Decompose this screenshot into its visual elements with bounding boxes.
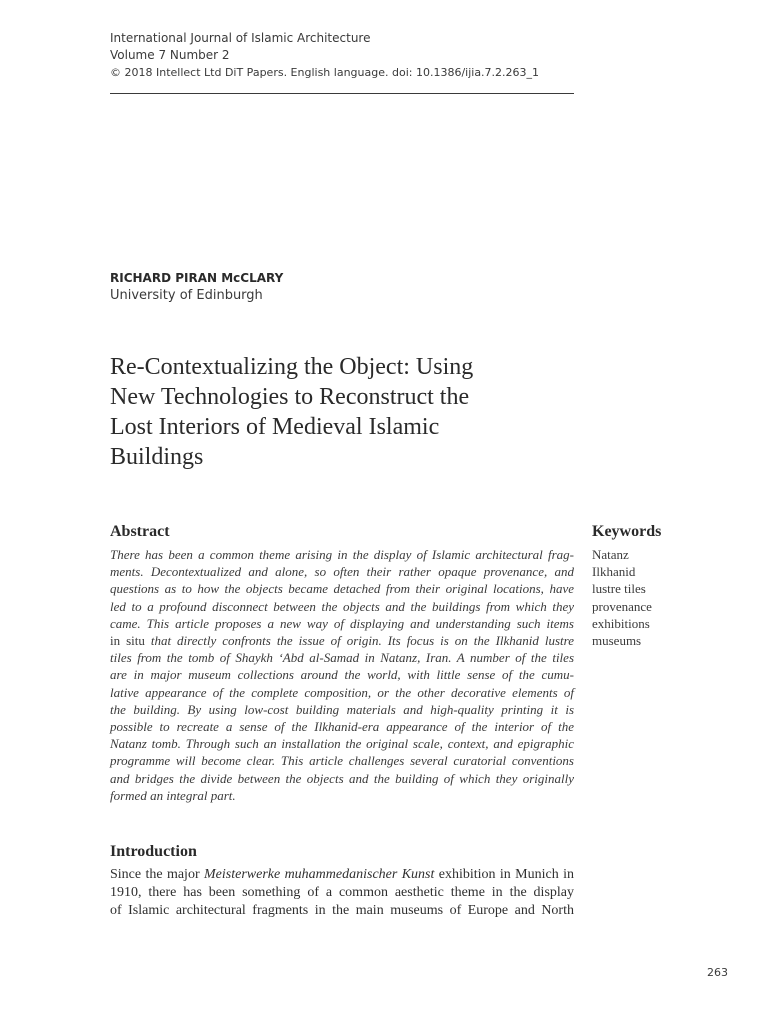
title-line: Lost Interiors of Medieval Islamic <box>110 414 440 440</box>
header-rule <box>110 93 574 94</box>
intro-line: of Islamic architectural fragments in the main museums of Europe and North <box>110 903 574 918</box>
author-name: RICHARD PIRAN McCLARY <box>110 271 284 285</box>
copyright-doi: © 2018 Intellect Ltd DiT Papers. English language. doi: 10.1386/ijia.7.2.263_1 <box>110 66 540 79</box>
abstract-text <box>110 546 574 804</box>
intro-text: exhibition in Munich in <box>434 867 574 882</box>
abstract-line <box>110 632 574 649</box>
abstract-line: the building. By using low-cost building materials and high-quality printing it is <box>110 701 574 717</box>
journal-header <box>110 30 574 81</box>
keyword-item: Natanz <box>592 547 629 562</box>
article-title <box>110 352 580 472</box>
keyword-item: exhibitions <box>592 615 650 631</box>
abstract-line: programme will become clear. This article challenges several curatorial conventions <box>110 753 574 769</box>
abstract-line: are in major museum collections around the world, with little sense of the cumu- <box>110 667 574 683</box>
abstract-line: and bridges the divide between the objects and the building of which they originally <box>110 770 574 786</box>
abstract-line: There has been a common theme arising in the display of Islamic architectural frag- <box>110 547 574 562</box>
abstract-line: possible to recreate a sense of the Ilkhanid-era appearance of the interior of the <box>110 719 574 735</box>
author-affiliation: University of Edinburgh <box>110 288 263 303</box>
keyword-item: lustre tiles <box>592 581 646 597</box>
keywords-list <box>592 546 652 649</box>
keyword-item: museums <box>592 633 642 649</box>
introduction-text <box>110 866 574 920</box>
journal-volume: Volume 7 Number 2 <box>110 48 230 62</box>
journal-name: International Journal of Islamic Architecture <box>110 31 371 45</box>
author-block <box>110 270 283 304</box>
abstract-heading: Abstract <box>110 523 170 540</box>
intro-line <box>110 866 574 884</box>
title-line: New Technologies to Reconstruct the <box>110 384 470 410</box>
abstract-line: ments. Decontextualized and alone, so often their rather opaque provenance, and <box>110 564 574 580</box>
title-line: Re-Contextualizing the Object: Using <box>110 354 474 380</box>
abstract-line-rest: that directly confronts the issue of origin. Its focus is on the Ilkhanid lustre <box>144 633 574 649</box>
abstract-line: formed an integral part. <box>110 787 236 803</box>
in-situ-term: in situ <box>110 633 145 649</box>
keywords-heading: Keywords <box>592 523 662 540</box>
abstract-line: Natanz tomb. Through such an installation the original scale, context, and epigraphic <box>110 736 574 752</box>
abstract-line: questions as to how the objects became detached from their original locations, have <box>110 581 574 597</box>
abstract-line: led to a profound disconnect between the objects and the buildings from which they <box>110 598 574 614</box>
intro-text: Since the major <box>110 867 204 882</box>
title-line: Buildings <box>110 444 204 470</box>
introduction-heading: Introduction <box>110 843 197 860</box>
page-number: 263 <box>707 966 728 979</box>
keyword-item: Ilkhanid <box>592 564 636 580</box>
abstract-line: tiles from the tomb of Shaykh ‘Abd al-Samad in Natanz, Iran. A number of the tiles <box>110 650 574 666</box>
keyword-item: provenance <box>592 598 652 614</box>
abstract-line: came. This article proposes a new way of displaying and understanding such items <box>110 615 574 631</box>
exhibition-title: Meisterwerke muhammedanischer Kunst <box>204 867 435 882</box>
intro-line: 1910, there has been something of a common aesthetic theme in the display <box>110 885 574 900</box>
abstract-line: lative appearance of the complete composition, or the other decorative elements of <box>110 684 574 700</box>
